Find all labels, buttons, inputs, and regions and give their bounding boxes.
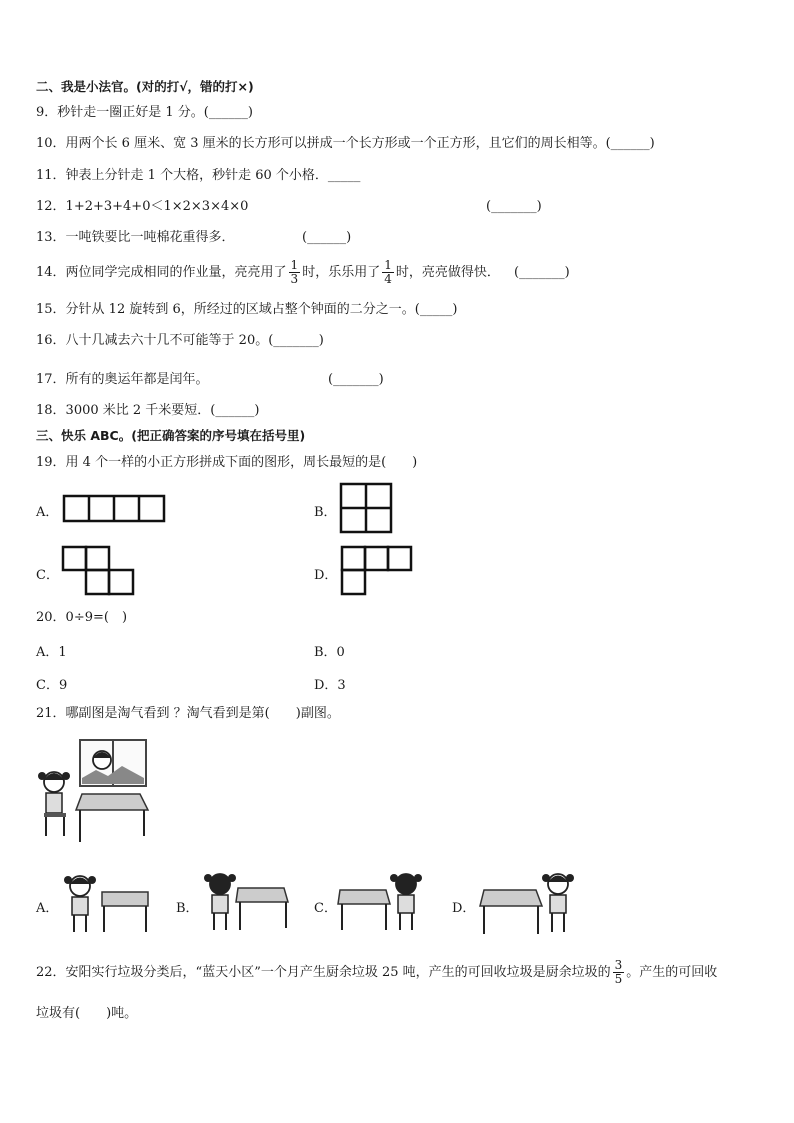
q20-option-c: C．9 (36, 678, 68, 693)
question-20: 20．0÷9=( ) (36, 610, 128, 625)
question-13-blank: (______) (302, 230, 352, 245)
q21-option-d-image (478, 868, 578, 938)
q21-option-d-label: D． (452, 901, 476, 916)
q21-option-a-label: A． (36, 901, 59, 916)
question-22-continued: 垃圾有( )吨。 (36, 1006, 138, 1021)
question-10: 10．用两个长 6 厘米、宽 3 厘米的长方形可以拼成一个长方形或一个正方形，且它们的周长相等。(______) (36, 136, 655, 151)
section-3-heading: 三、快乐 ABC。(把正确答案的序号填在括号里) (36, 428, 306, 443)
question-15: 15．分针从 12 旋转到 6，所经过的区域占整个钟面的二分之一。(_____) (36, 302, 458, 317)
question-17: 17．所有的奥运年都是闰年。 (36, 372, 209, 387)
q19-figure-a (62, 494, 166, 523)
question-19: 19．用 4 个一样的小正方形拼成下面的图形，周长最短的是( ) (36, 455, 418, 470)
question-14 (36, 256, 570, 290)
question-14-blank: (_______) (514, 265, 570, 280)
question-12: 12．1+2+3+4+0＜1×2×3×4×0 (36, 199, 249, 214)
q21-main-illustration (36, 736, 154, 848)
q21-option-b-label: B． (176, 901, 199, 916)
q21-option-a-image (62, 870, 154, 936)
question-14-text-c: 时，亮亮做得快． (395, 265, 500, 280)
question-16: 16．八十几减去六十几不可能等于 20。(_______) (36, 333, 324, 348)
fraction-one-third: $\frac{1}{3}$ (290, 258, 299, 286)
q21-option-c-image (336, 870, 428, 936)
fraction-three-fifths: $\frac{3}{5}$ (614, 958, 623, 986)
question-17-blank: (_______) (328, 372, 384, 387)
question-14-text-b: 时，乐乐用了 (302, 265, 381, 280)
question-11: 11．钟表上分针走 1 个大格，秒针走 60 个小格．_____ (36, 168, 361, 183)
q20-option-b: B．0 (314, 645, 345, 660)
q21-option-c-label: C． (314, 901, 337, 916)
q19-figure-b (339, 482, 393, 534)
q19-figure-c (61, 545, 137, 597)
question-18: 18．3000 米比 2 千米要短．(______) (36, 403, 260, 418)
question-9: 9．秒针走一圈正好是 1 分。(______) (36, 105, 253, 120)
fraction-one-quarter: $\frac{1}{4}$ (384, 258, 392, 286)
q19-option-a-label: A． (36, 505, 59, 520)
q19-option-d-label: D． (314, 568, 338, 583)
q21-option-b-image (200, 870, 292, 936)
q20-option-a: A．1 (36, 645, 67, 660)
question-13: 13．一吨铁要比一吨棉花重得多． (36, 230, 235, 245)
q19-option-b-label: B． (314, 505, 337, 520)
q19-figure-d (340, 545, 416, 597)
question-14-text-a: 14．两位同学完成相同的作业量，亮亮用了 (36, 265, 287, 280)
question-22 (36, 956, 717, 990)
question-21: 21．哪副图是淘气看到 ？淘气看到是第( )副图。 (36, 706, 340, 721)
question-22-text-b: 。产生的可回收 (626, 965, 718, 980)
section-2-heading: 二、我是小法官。(对的打√，错的打×) (36, 79, 254, 94)
question-22-text-a: 22．安阳实行垃圾分类后，“蓝天小区”一个月产生厨余垃圾 25 吨，产生的可回收垃圾是厨余垃圾的 (36, 965, 611, 980)
q20-option-d: D．3 (314, 678, 346, 693)
question-12-blank: (_______) (486, 199, 542, 214)
q19-option-c-label: C． (36, 568, 59, 583)
